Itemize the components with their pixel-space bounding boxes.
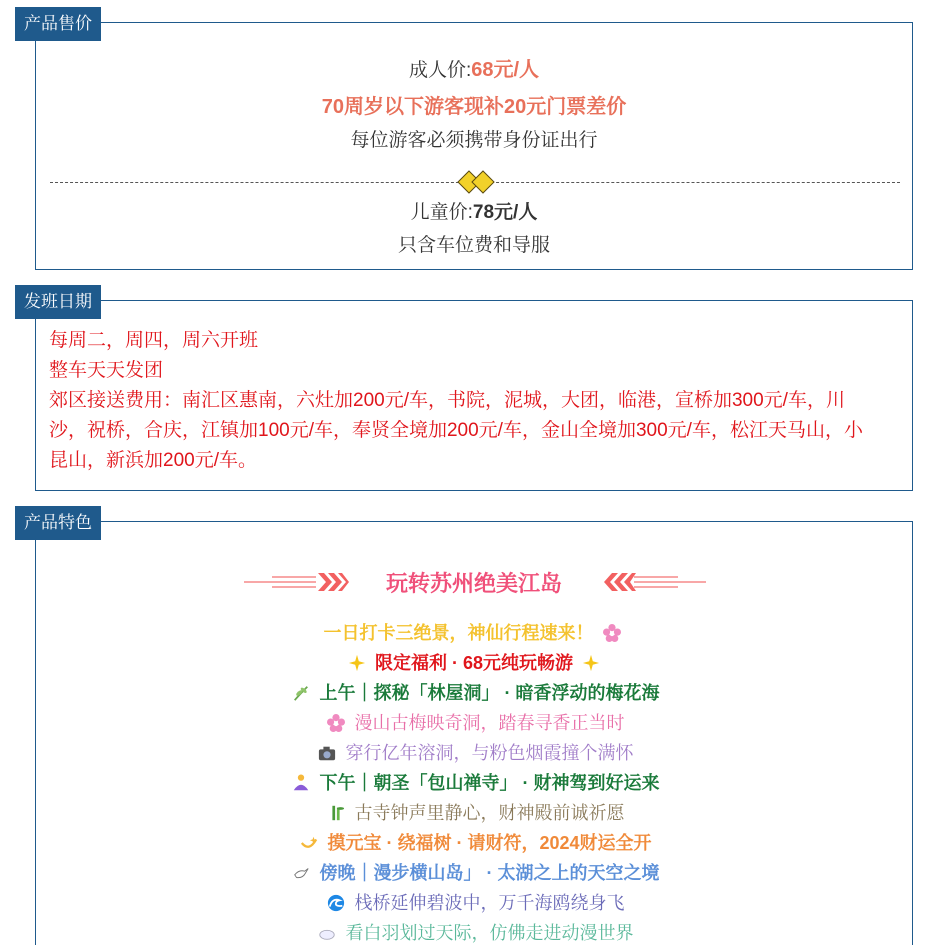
person-meditating-icon [292, 774, 310, 792]
feature-line [36, 651, 912, 675]
id-note: 每位游客必须携带身份证出行 [350, 130, 598, 151]
subsidy-note: 70周岁以下游客现补20元门票差价 [321, 96, 627, 118]
cherry-blossom-icon [603, 624, 621, 642]
headline-right-deco-icon [601, 570, 706, 594]
schedule-line: 郊区接送费用：南汇区惠南，六灶加200元/车，书院，泥城，大团，临港，宣桥加300元/车，川 [49, 390, 845, 411]
sparkles-icon [582, 654, 600, 672]
section-tag-schedule: 发班日期 [15, 285, 101, 319]
feature-text: 栈桥延伸碧波中，万千海鸥绕身飞 [354, 893, 625, 913]
child-note: 只含车位费和导服 [397, 235, 550, 256]
feature-line [36, 711, 912, 735]
features-headline: 玩转苏州绝美江岛 [385, 571, 562, 596]
feature-line [36, 681, 912, 705]
dizzy-star-icon [300, 834, 318, 852]
schedule-line: 整车天天发团 [49, 360, 164, 381]
schedule-line: 沙，祝桥，合庆，江镇加100元/车，奉贤全境加200元/车，金山全境加300元/车，松江天马山，小 [49, 420, 863, 441]
section-tag-price: 产品售价 [15, 7, 101, 41]
child-price-value: 78元/人 [472, 202, 538, 223]
feature-text: 一日打卡三绝景，神仙行程速来！ [323, 623, 594, 643]
feature-text: 摸元宝 · 绕福树 · 请财符，2024财运全开 [327, 833, 652, 853]
schedule-section [35, 300, 913, 491]
feature-line [36, 771, 912, 795]
feature-line [36, 621, 912, 645]
cherry-blossom-icon [327, 714, 345, 732]
section-tag-features: 产品特色 [15, 506, 101, 540]
adult-price-label: 成人价: [408, 60, 472, 81]
herb-icon [292, 684, 310, 702]
feature-line [36, 741, 912, 765]
adult-price-line [36, 53, 912, 82]
child-price-line [36, 197, 912, 224]
schedule-line: 昆山，新浜加200元/车。 [49, 450, 257, 471]
feature-line [36, 801, 912, 825]
feature-text: 上午｜探秘「林屋洞」 · 暗香浮动的梅花海 [319, 683, 660, 703]
feature-text: 古寺钟声里静心，财神殿前诚祈愿 [354, 803, 625, 823]
camera-icon [318, 744, 336, 762]
feature-line [36, 861, 912, 885]
feature-text: 下午｜朝圣「包山禅寺」 · 财神驾到好运来 [319, 773, 660, 793]
features-section [35, 521, 913, 945]
sparkles-icon [348, 654, 366, 672]
schedule-line: 每周二，周四，周六开班 [49, 330, 259, 351]
feature-text: 限定福利 · 68元纯玩畅游 [374, 653, 574, 673]
feature-text: 看白羽划过天际，仿佛走进动漫世界 [345, 923, 634, 943]
adult-price-value: 68元/人 [471, 59, 540, 81]
feature-text: 漫山古梅映奇洞，踏春寻香正当时 [354, 713, 625, 733]
child-price-label: 儿童价: [410, 202, 473, 223]
dove-icon [292, 864, 310, 882]
diamond-ornament-icon [457, 170, 497, 194]
price-section [35, 22, 913, 270]
bamboo-icon [327, 804, 345, 822]
feature-text: 傍晚｜漫步横山岛」 · 太湖之上的天空之境 [319, 863, 660, 883]
feature-line [36, 921, 912, 945]
feature-line [36, 831, 912, 855]
feature-line [36, 891, 912, 915]
feature-text: 穿行亿年溶洞，与粉色烟霞撞个满怀 [345, 743, 634, 763]
wave-icon [327, 894, 345, 912]
cloud-icon [318, 924, 336, 942]
